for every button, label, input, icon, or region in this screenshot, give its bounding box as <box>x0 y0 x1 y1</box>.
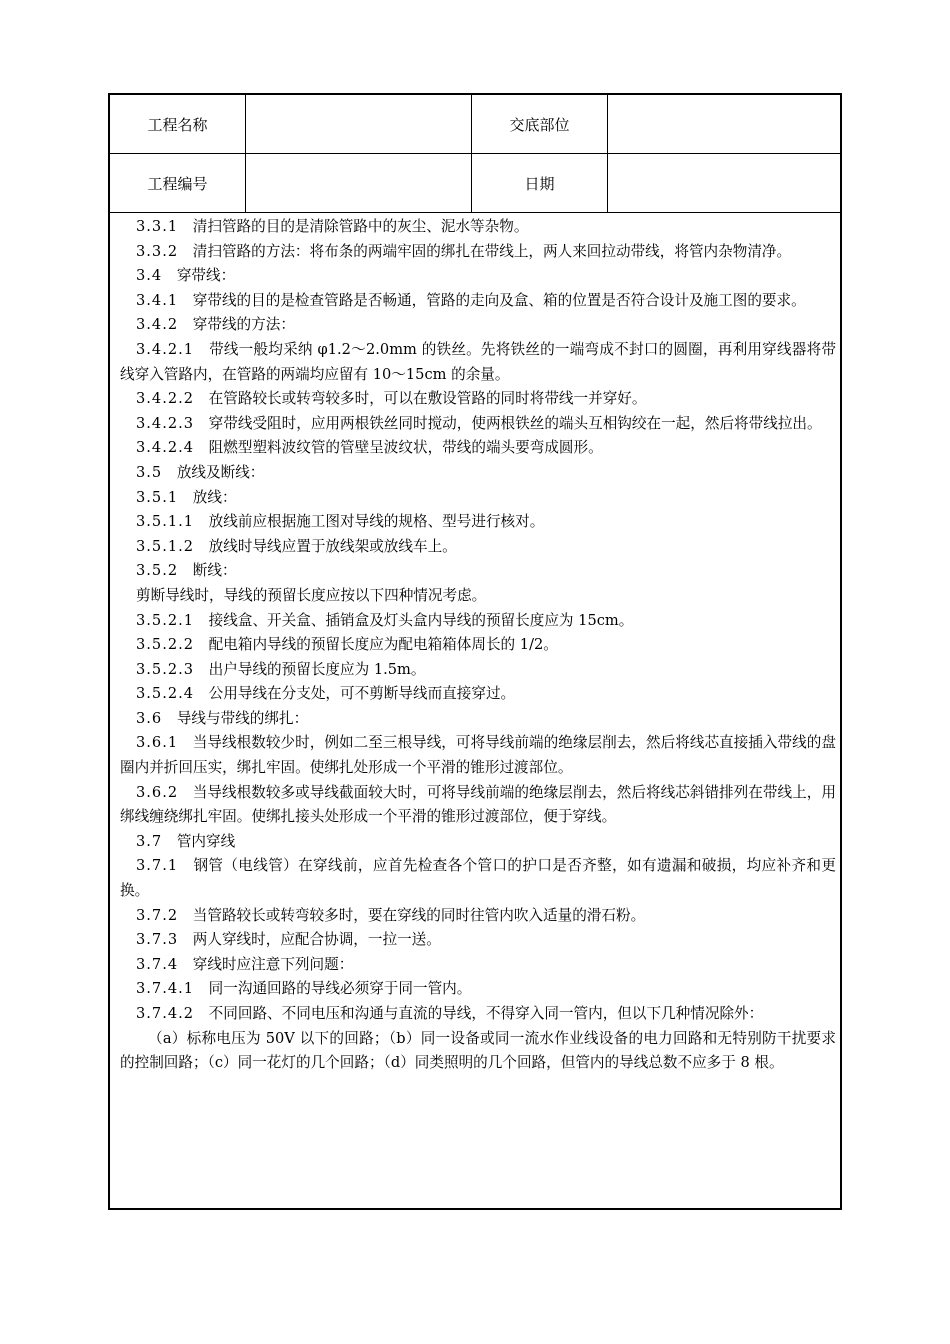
clause-text: 放线时导线应置于放线架或放线车上。 <box>208 537 457 555</box>
clause-number: 3.4.2 <box>136 316 179 334</box>
clause-paragraph <box>120 338 836 387</box>
clause-text: 带线一般均采纳 φ1.2～2.0mm 的铁丝。先将铁丝的一端弯成不封口的圆圈，再利用穿线器将带线穿入管路内，在管路的两端均应留有 10～15cm 的余量。 <box>120 340 836 383</box>
clause-paragraph <box>120 977 836 1002</box>
clause-paragraph <box>120 781 836 830</box>
clause-text: 同一沟通回路的导线必须穿于同一管内。 <box>208 980 472 998</box>
clause-paragraph <box>120 633 836 658</box>
project-no-label: 工程编号 <box>147 174 208 193</box>
clause-paragraph <box>120 1027 836 1076</box>
clause-text: 导线与带线的绑扎： <box>176 709 309 727</box>
clause-text: 配电箱内导线的预留长度应为配电箱箱体周长的 1/2。 <box>208 636 558 654</box>
clause-text: 穿带线的方法： <box>192 316 295 334</box>
clause-text: 放线前应根据施工图对导线的规格、型号进行核对。 <box>208 513 545 531</box>
clause-paragraph <box>120 682 836 707</box>
clause-number: 3.4.2.3 <box>136 414 195 432</box>
clause-paragraph <box>120 289 836 314</box>
clause-text: 在管路较长或转弯较多时，可以在敷设管路的同时将带线一并穿好。 <box>208 390 647 408</box>
clause-number: 3.5.2.2 <box>136 636 195 654</box>
form-header-table <box>110 95 840 213</box>
clause-number: 3.5 <box>136 463 163 481</box>
clause-text: 阻燃型塑料波纹管的管壁呈波纹状，带线的端头要弯成圆形。 <box>208 439 603 457</box>
clause-text: 清扫管路的目的是清除管路中的灰尘、泥水等杂物。 <box>192 218 529 235</box>
clause-paragraph <box>120 584 836 609</box>
clause-number: 3.7.2 <box>136 906 179 924</box>
clause-number: 3.3.1 <box>136 218 179 235</box>
clause-text: （a）标称电压为 50V 以下的回路；（b）同一设备或同一流水作业线设备的电力回路和无特别防干扰要求的控制回路；（c）同一花灯的几个回路；（d）同类照明的几个回路，但管内的导线总数不应多于 8 根。 <box>120 1029 836 1072</box>
clause-number: 3.7.4.1 <box>136 980 195 998</box>
location-value[interactable] <box>608 95 840 153</box>
clause-number: 3.5.2.4 <box>136 685 195 703</box>
clause-paragraph <box>120 904 836 929</box>
clause-text: 断线： <box>192 562 237 580</box>
clause-text: 穿带线的目的是检查管路是否畅通，管路的走向及盒、箱的位置是否符合设计及施工图的要求。 <box>192 291 806 309</box>
clause-number: 3.4.2.2 <box>136 390 195 408</box>
clause-number: 3.6.1 <box>136 734 179 752</box>
clause-number: 3.4.1 <box>136 291 179 309</box>
clause-number: 3.5.2.3 <box>136 660 195 678</box>
disclosure-content <box>120 215 836 1076</box>
clause-paragraph <box>120 830 836 855</box>
clause-text: 放线及断线： <box>176 463 265 481</box>
clause-paragraph <box>120 486 836 511</box>
disclosure-form <box>108 93 842 1210</box>
clause-paragraph <box>120 535 836 560</box>
clause-paragraph <box>120 707 836 732</box>
clause-paragraph <box>120 436 836 461</box>
grid-line <box>110 212 840 213</box>
clause-paragraph <box>120 609 836 634</box>
clause-text: 当导线根数较多或导线截面较大时，可将导线前端的绝缘层削去，然后将线芯斜错排列在带线上，用绑线缠绕绑扎牢固。使绑扎接头处形成一个平滑的锥形过渡部位，便于穿线。 <box>120 783 836 826</box>
clause-text: 穿线时应注意下列问题： <box>192 955 354 973</box>
project-name-label: 工程名称 <box>147 115 208 134</box>
clause-number: 3.7.3 <box>136 931 179 949</box>
clause-paragraph <box>120 215 836 240</box>
clause-number: 3.4.2.1 <box>136 340 195 358</box>
clause-paragraph <box>120 1002 836 1027</box>
clause-text: 不同回路、不同电压和沟通与直流的导线，不得穿入同一管内，但以下几种情况除外： <box>208 1005 764 1022</box>
clause-number: 3.4 <box>136 267 163 285</box>
clause-text: 放线： <box>192 488 237 506</box>
clause-text: 穿带线受阻时，应用两根铁丝同时搅动，使两根铁丝的端头互相钩绞在一起，然后将带线拉出。 <box>208 414 822 432</box>
clause-number: 3.7.4 <box>136 955 179 973</box>
clause-number: 3.6 <box>136 709 163 727</box>
project-no-value[interactable] <box>246 154 471 212</box>
clause-text: 穿带线： <box>176 267 236 285</box>
clause-paragraph <box>120 854 836 903</box>
clause-number: 3.7 <box>136 832 163 850</box>
clause-text: 出户导线的预留长度应为 1.5m。 <box>208 660 426 678</box>
clause-text: 清扫管路的方法：将布条的两端牢固的绑扎在带线上，两人来回拉动带线，将管内杂物清净。 <box>192 242 792 260</box>
clause-paragraph <box>120 731 836 780</box>
project-name-value[interactable] <box>246 95 471 153</box>
clause-paragraph <box>120 387 836 412</box>
clause-number: 3.5.2 <box>136 562 179 580</box>
clause-text: 当管路较长或转弯较多时，要在穿线的同时往管内吹入适量的滑石粉。 <box>192 906 646 924</box>
clause-paragraph <box>120 953 836 978</box>
clause-paragraph <box>120 928 836 953</box>
clause-paragraph <box>120 240 836 265</box>
clause-number: 3.5.1.2 <box>136 537 195 555</box>
clause-paragraph <box>120 264 836 289</box>
clause-number: 3.7.1 <box>136 857 179 875</box>
clause-paragraph <box>120 658 836 683</box>
clause-text: 公用导线在分支处，可不剪断导线而直接穿过。 <box>208 685 516 703</box>
clause-text: 当导线根数较少时，例如二至三根导线，可将导线前端的绝缘层削去，然后将线芯直接插入带线的盘圈内并折回压实，绑扎牢固。使绑扎处形成一个平滑的锥形过渡部位。 <box>120 734 836 777</box>
clause-number: 3.7.4.2 <box>136 1005 195 1022</box>
clause-text: 两人穿线时，应配合协调，一拉一送。 <box>192 931 441 949</box>
clause-paragraph <box>120 313 836 338</box>
clause-paragraph <box>120 559 836 584</box>
clause-text: 接线盒、开关盒、插销盒及灯头盒内导线的预留长度应为 15cm。 <box>208 611 634 629</box>
clause-paragraph <box>120 510 836 535</box>
date-label: 日期 <box>524 174 555 193</box>
clause-number: 3.4.2.4 <box>136 439 195 457</box>
clause-number: 3.5.2.1 <box>136 611 195 629</box>
clause-number: 3.5.1.1 <box>136 513 195 531</box>
clause-text: 钢管（电线管）在穿线前，应首先检查各个管口的护口是否齐整，如有遗漏和破损，均应补齐和更换。 <box>120 857 836 900</box>
date-value[interactable] <box>608 154 840 212</box>
location-label: 交底部位 <box>509 115 570 134</box>
clause-paragraph <box>120 461 836 486</box>
clause-text: 管内穿线 <box>176 832 236 850</box>
clause-number: 3.5.1 <box>136 488 179 506</box>
clause-paragraph <box>120 412 836 437</box>
clause-text: 剪断导线时，导线的预留长度应按以下四种情况考虑。 <box>136 586 487 604</box>
clause-number: 3.3.2 <box>136 242 179 260</box>
clause-number: 3.6.2 <box>136 783 179 801</box>
